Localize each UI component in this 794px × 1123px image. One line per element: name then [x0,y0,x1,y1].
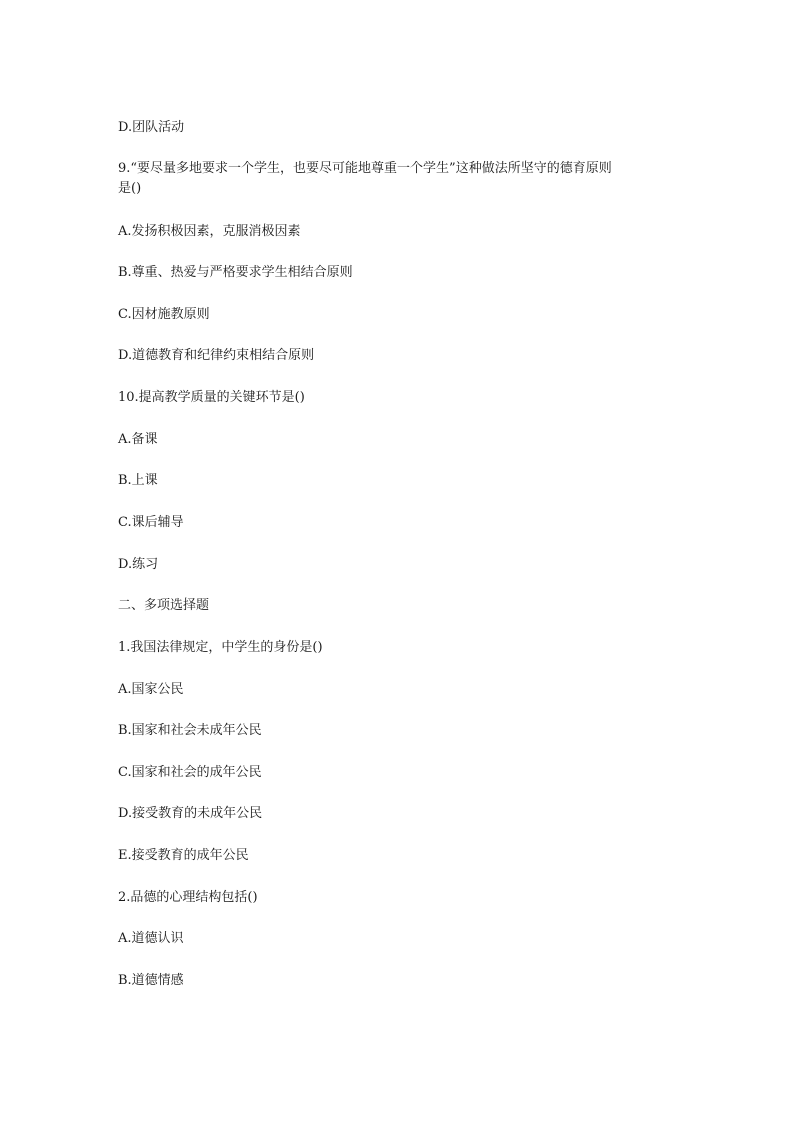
option-text: B.国家和社会未成年公民 [118,723,262,738]
option-text: A.备课 [118,432,158,447]
question-text: 9.“要尽量多地要求一个学生，也要尽可能地尊重一个学生”这种做法所坚守的德育原则 [118,161,612,176]
question-text: 10.提高教学质量的关键环节是() [118,390,305,405]
option-text: C.因材施教原则 [118,307,210,322]
option-text: D.接受教育的未成年公民 [118,806,263,821]
option-text: B.上课 [118,473,158,488]
question-text-continued: 是() [118,181,142,196]
option-text: A.发扬积极因素，克服消极因素 [118,224,301,239]
option-text: A.道德认识 [118,931,184,946]
section-heading: 二、多项选择题 [118,598,210,613]
option-text: E.接受教育的成年公民 [118,848,249,863]
option-text: A.国家公民 [118,682,184,697]
option-text: C.课后辅导 [118,515,184,530]
option-text: D.道德教育和纪律约束相结合原则 [118,348,315,363]
option-text: D.练习 [118,557,159,572]
option-text: D.团队活动 [118,120,185,135]
option-text: B.尊重、热爱与严格要求学生相结合原则 [118,265,353,280]
question-text: 2.品德的心理结构包括() [118,890,258,905]
option-text: B.道德情感 [118,973,184,988]
question-text: 1.我国法律规定，中学生的身份是() [118,640,323,655]
option-text: C.国家和社会的成年公民 [118,765,262,780]
